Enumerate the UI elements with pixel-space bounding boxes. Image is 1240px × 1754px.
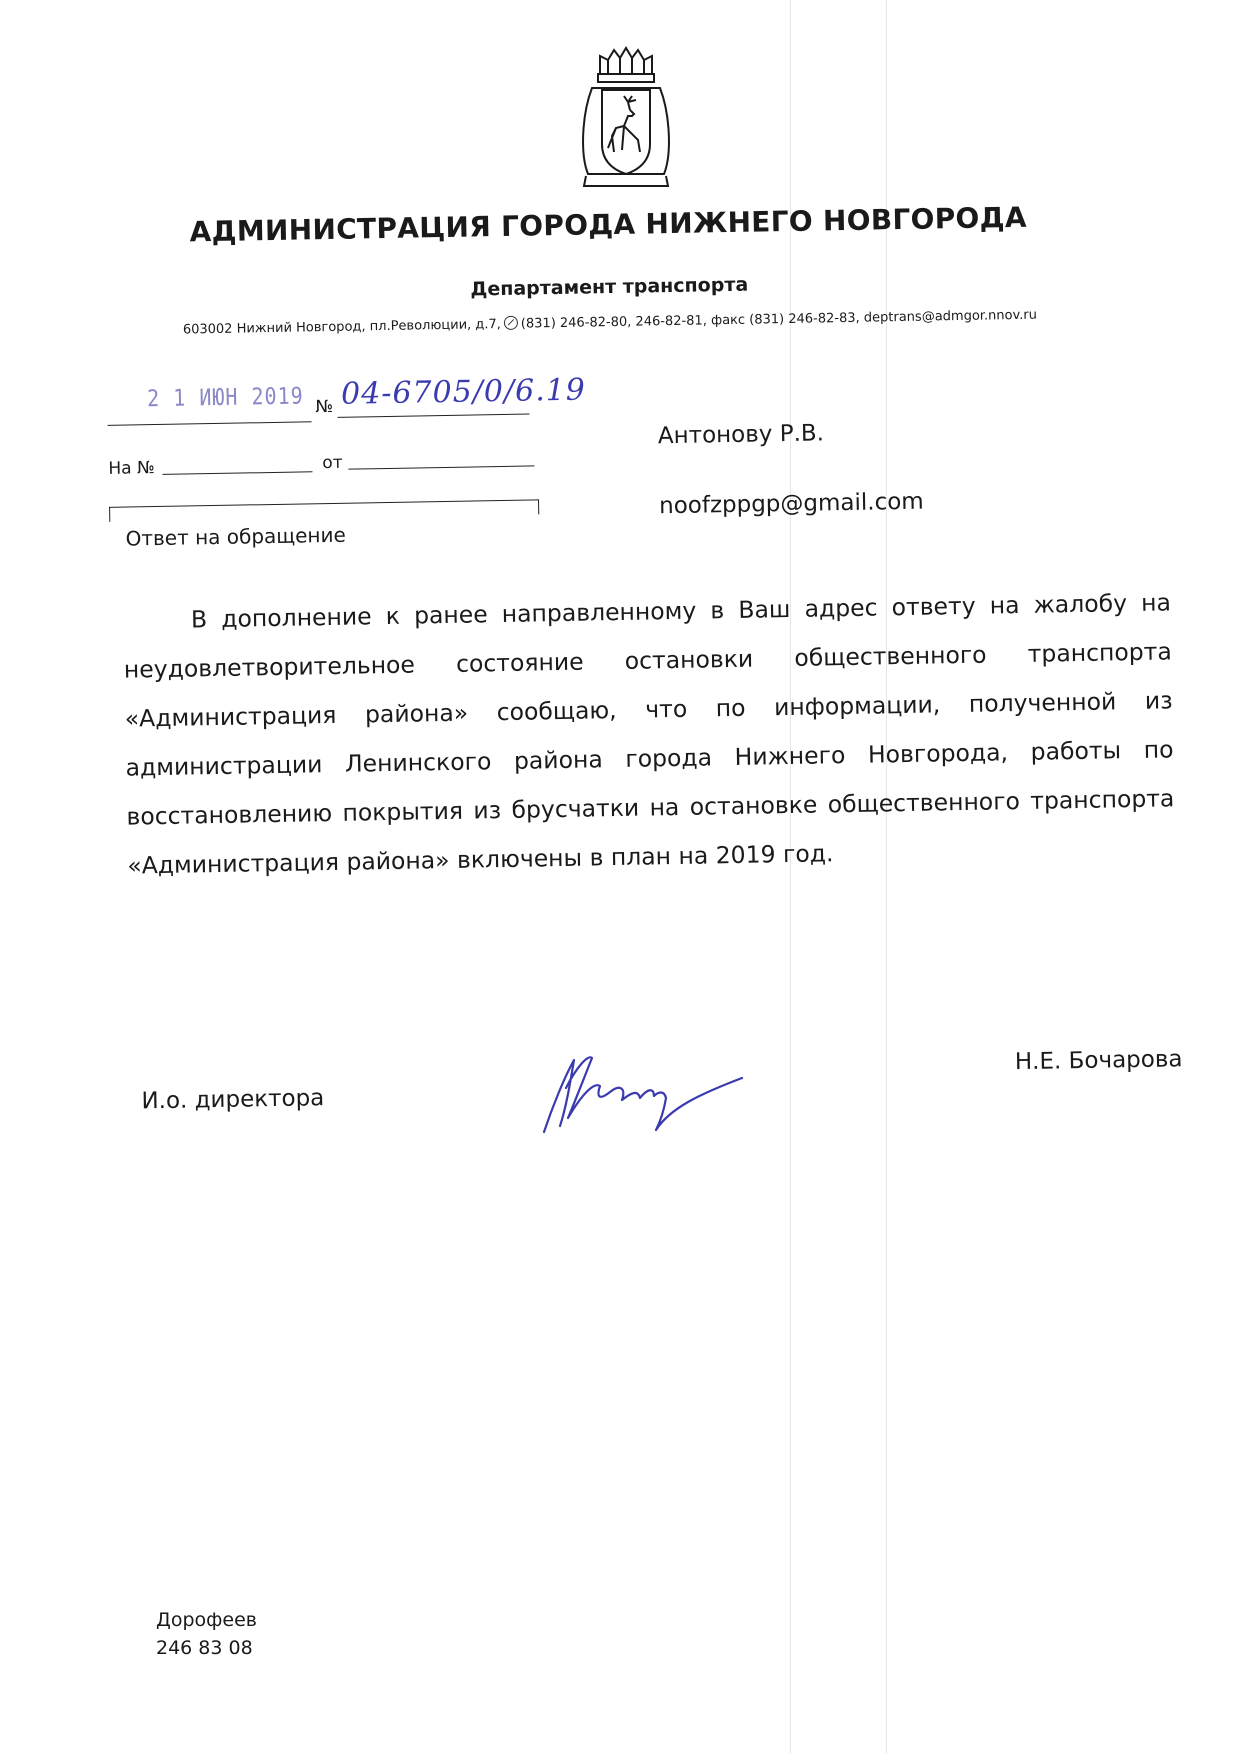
recipient-email: noofzppgp@gmail.com <box>658 488 924 520</box>
contacts-text: (831) 246-82-80, 246-82-81, факс (831) 246-82-83, deptrans@admgor.nnov.ru <box>520 307 1038 332</box>
signer-title: И.о. директора <box>141 1085 325 1115</box>
registration-number: 04-6705/0/6.19 <box>340 372 587 412</box>
reply-to-underline <box>162 471 312 475</box>
letterhead-address <box>0 303 1230 341</box>
subject-bracket <box>109 499 539 522</box>
signer-name: Н.Е. Бочарова <box>1014 1046 1183 1076</box>
executor-info <box>156 1606 257 1662</box>
letter-subject: Ответ на обращение <box>125 522 347 551</box>
number-underline <box>338 414 530 418</box>
executor-name: Дорофеев <box>156 1609 257 1631</box>
phone-icon <box>504 316 518 330</box>
recipient-name: Антонову Р.В. <box>657 420 825 450</box>
reply-to-label: На № <box>108 458 155 479</box>
letter-body: В дополнение к ранее направленному в Ваш адрес ответу на жалобу на неудовлетворительное состояние остановки общественного транспорта «Администрация района» сообщаю, что по информации, полученной из администрации Ленинского района города Нижнего Новгорода, работы по восстановлению покрытия из брусчатки на остановке общественного транспорта «Администрация района» включены в план на 2019 год. <box>123 588 1175 880</box>
organization-title: АДМИНИСТРАЦИЯ ГОРОДА НИЖНЕГО НОВГОРОДА <box>189 200 1028 249</box>
date-stamp: 2 1 ИЮН 2019 <box>146 381 304 412</box>
handwritten-signature <box>530 1048 760 1138</box>
nizhny-novgorod-coat-of-arms-icon <box>578 44 674 188</box>
from-label: от <box>322 452 343 474</box>
from-underline <box>348 465 534 469</box>
date-underline <box>108 421 312 426</box>
address-text: 603002 Нижний Новгород, пл.Революции, д.7, <box>182 316 502 338</box>
number-label: № <box>315 396 334 418</box>
executor-phone: 246 83 08 <box>156 1637 253 1659</box>
department-name: Департамент транспорта <box>470 273 749 301</box>
